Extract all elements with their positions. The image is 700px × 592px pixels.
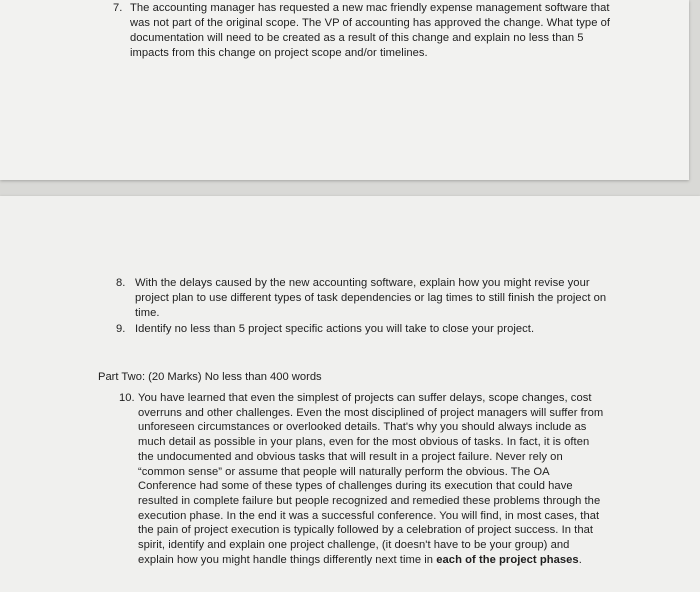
- question-9: [116, 322, 636, 337]
- part-two-heading: Part Two: (20 Marks) No less than 400 words: [98, 371, 322, 383]
- question-10-body: [138, 391, 608, 567]
- question-8-text: With the delays caused by the new accounting software, explain how you might revise your project plan to use different types of task dependencies or lag times to still finish the project on time.: [135, 277, 607, 319]
- question-9-number: 9.: [116, 323, 126, 335]
- question-7-text: The accounting manager has requested a new mac friendly expense management software that was not part of the original scope. The VP of accounting has approved the change. What type of documentation will need to be created as a result of this change and explain no less than 5 impacts from this change on project scope and/or timelines.: [130, 2, 611, 59]
- question-10-end: .: [578, 553, 582, 566]
- question-10-number: 10.: [119, 392, 135, 404]
- question-9-text: Identify no less than 5 project specific actions you will take to close your project.: [135, 323, 535, 335]
- question-7: [113, 1, 633, 61]
- question-8: [116, 276, 636, 321]
- question-8-number: 8.: [116, 277, 126, 289]
- question-10: [119, 391, 629, 567]
- question-10-text: You have learned that even the simplest of projects can suffer delays, scope changes, cost overruns and other challenges. Even the most disciplined of project managers will suffer from unforeseen circumstances or overlooked details. That's why you should always include as much detail as possible in your plans, even for the most obvious of tasks. In fact, it is often the undocumented and obvious tasks that will result in a project failure. Never rely on “common sense” or assume that people will naturally perform the obvious. The OA Conference had some of these types of challenges during its execution that could have resulted in complete failure but people recognized and remedied these problems through the execution phase. In the end it was a successful conference. You will find, in most cases, that the pain of project execution is typically followed by a celebration of project success. In that spirit, identify and explain one project challenge, (it doesn't have to be your group) and explain how you might handle things differently next time in: [138, 392, 604, 566]
- question-10-bold-phrase: each of the project phases: [436, 553, 579, 566]
- question-7-number: 7.: [113, 2, 123, 14]
